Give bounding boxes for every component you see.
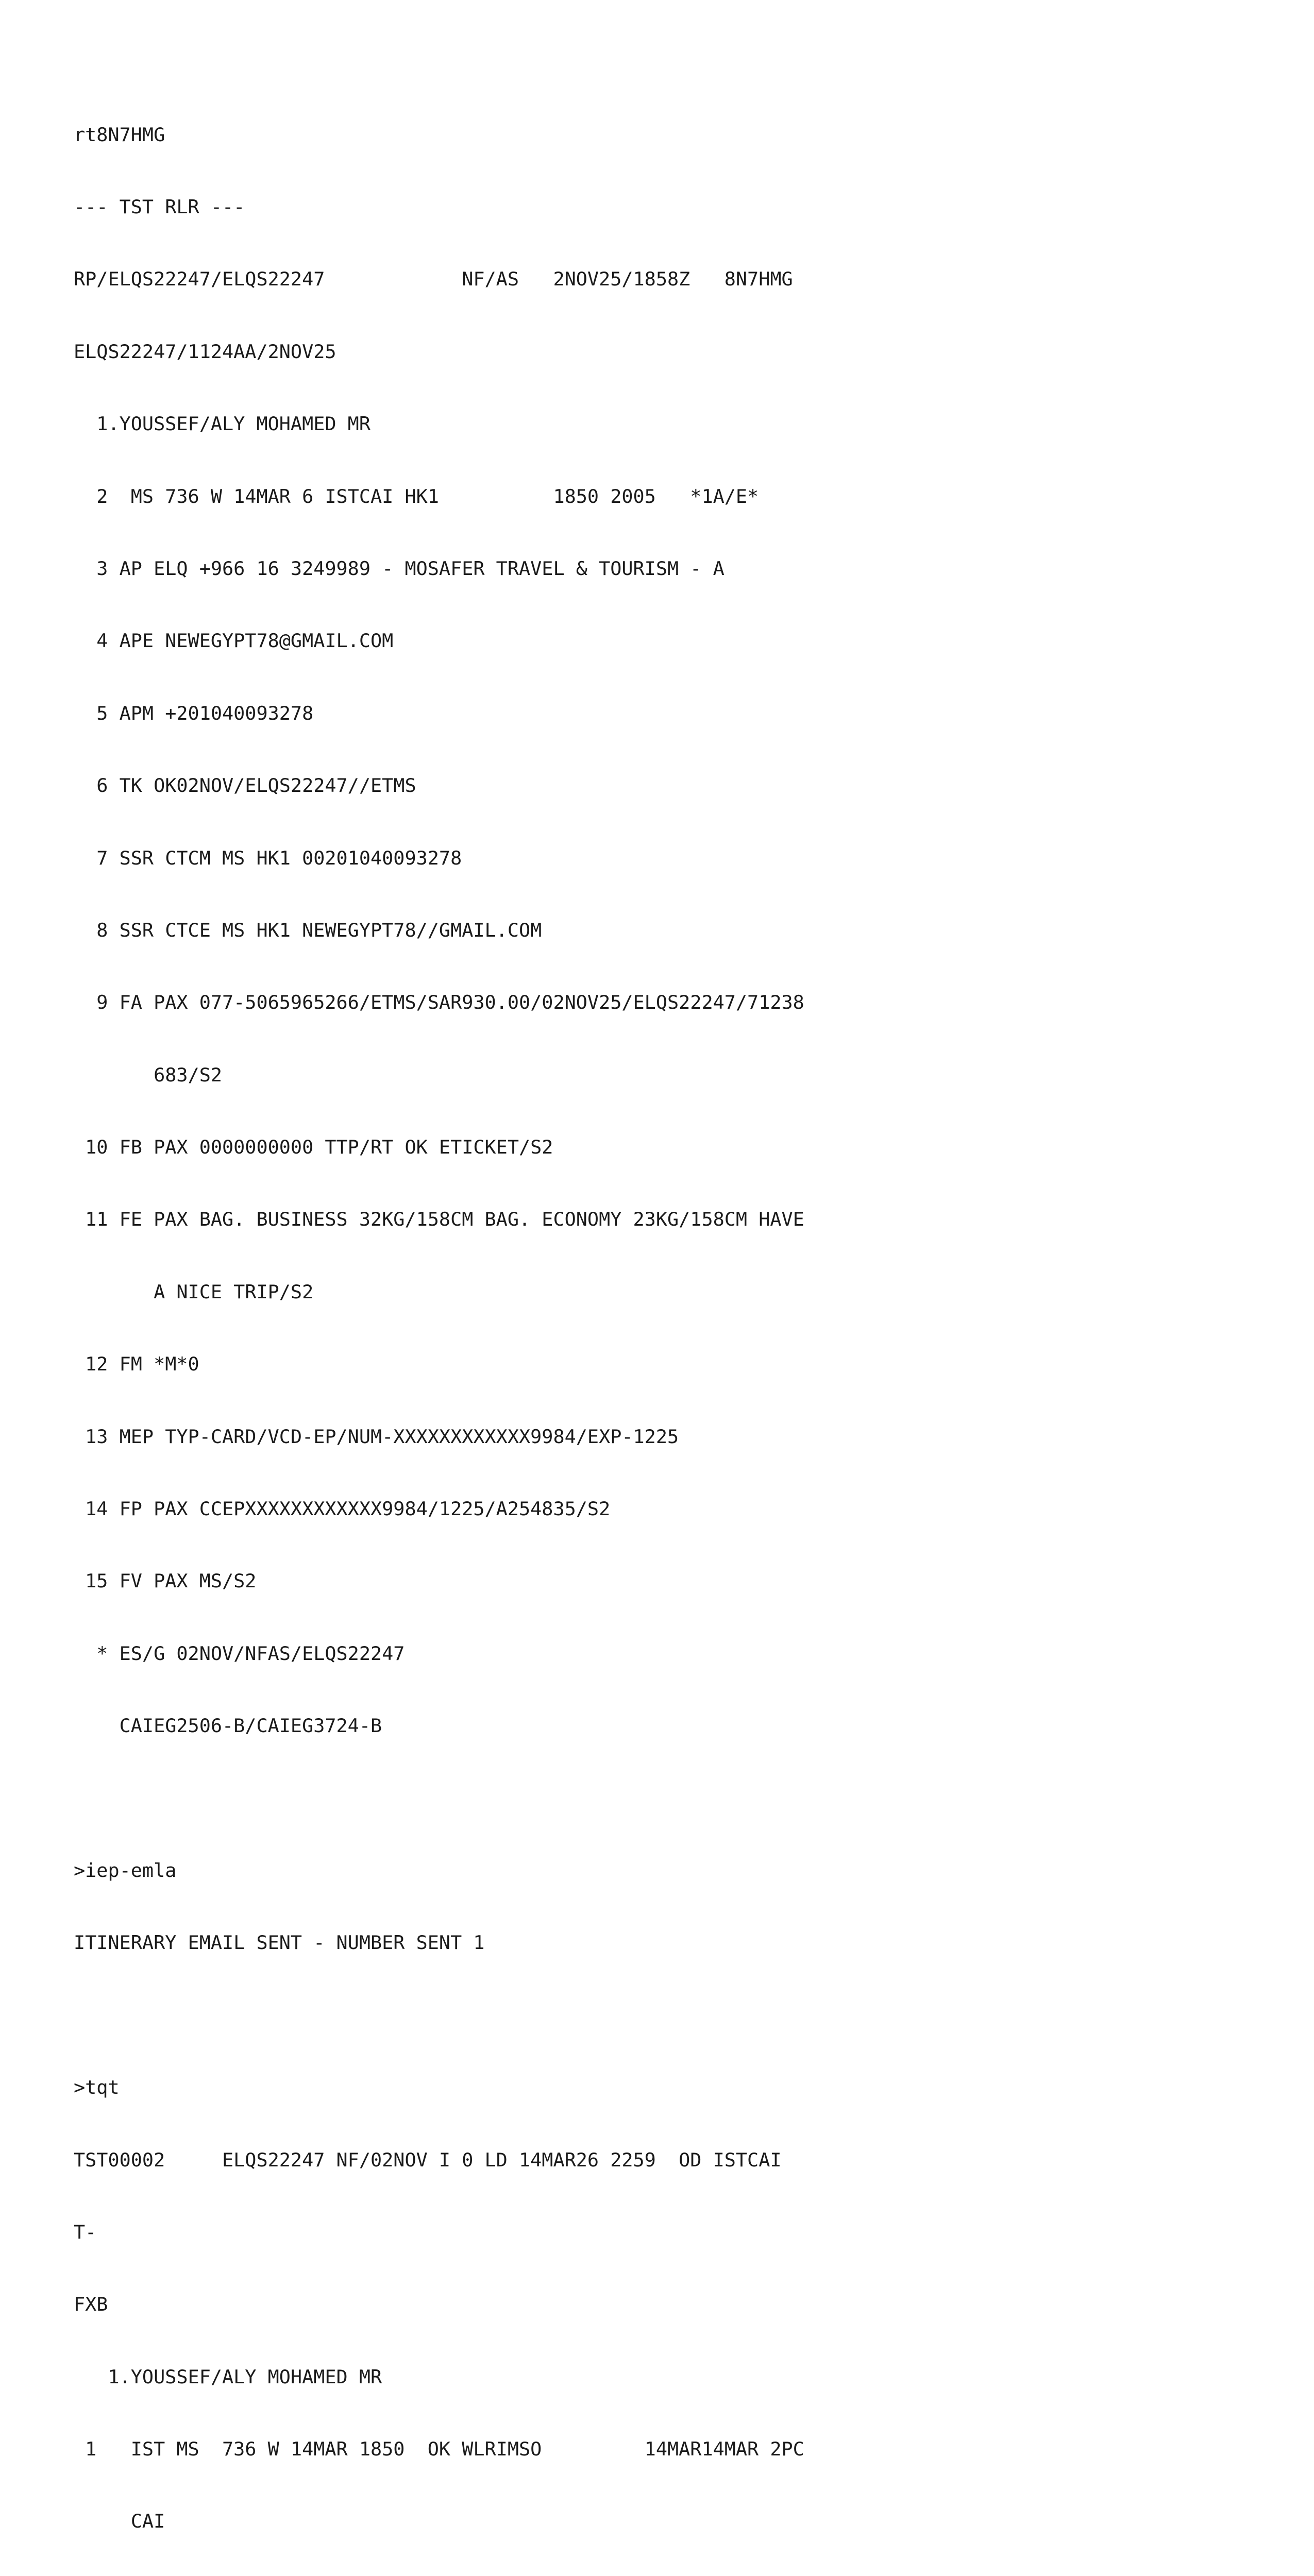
fe-line: 11 FE PAX BAG. BUSINESS 32KG/158CM BAG. ECONOMY 23KG/158CM HAVE [74, 1208, 804, 1231]
ticketing-line: 6 TK OK02NOV/ELQS22247//ETMS [74, 774, 416, 797]
passenger-name-line: 1.YOUSSEF/ALY MOHAMED MR [74, 413, 370, 435]
es-line: * ES/G 02NOV/NFAS/ELQS22247 [74, 1642, 405, 1665]
fe-continuation-line: A NICE TRIP/S2 [74, 1280, 314, 1303]
tst-fxb-line: FXB [74, 2293, 108, 2316]
fp-line: 14 FP PAX CCEPXXXXXXXXXXXX9984/1225/A254835/S2 [74, 1498, 611, 1520]
fm-line: 12 FM *M*0 [74, 1353, 199, 1376]
tst-destination-line: CAI [74, 2510, 165, 2533]
pnr-header-line: RP/ELQS22247/ELQS22247 NF/AS 2NOV25/1858Z 8N7HMG [74, 268, 793, 291]
email-line: 4 APE NEWEGYPT78@GMAIL.COM [74, 630, 394, 652]
fb-line: 10 FB PAX 0000000000 TTP/RT OK ETICKET/S2 [74, 1136, 553, 1159]
tst-passenger-line: 1.YOUSSEF/ALY MOHAMED MR [74, 2365, 382, 2388]
command-line: rt8N7HMG [74, 123, 165, 146]
fa-continuation-line: 683/S2 [74, 1063, 222, 1086]
command-line: >iep-emla [74, 1859, 177, 1882]
fv-line: 15 FV PAX MS/S2 [74, 1570, 257, 1592]
section-header: --- TST RLR --- [74, 195, 245, 218]
es-continuation-line: CAIEG2506-B/CAIEG3724-B [74, 1715, 382, 1737]
terminal-output [74, 75, 1259, 2576]
ssr-ctcm-line: 7 SSR CTCM MS HK1 00201040093278 [74, 846, 462, 869]
tst-header-line: TST00002 ELQS22247 NF/02NOV I 0 LD 14MAR26 2259 OD ISTCAI [74, 2148, 782, 2171]
tst-segment-line: 1 IST MS 736 W 14MAR 1850 OK WLRIMSO 14MAR14MAR 2PC [74, 2438, 804, 2461]
ssr-ctce-line: 8 SSR CTCE MS HK1 NEWEGYPT78//GMAIL.COM [74, 919, 542, 941]
blank-line [74, 2004, 1259, 2028]
agency-phone-line: 3 AP ELQ +966 16 3249989 - MOSAFER TRAVEL & TOURISM - A [74, 557, 725, 580]
mep-line: 13 MEP TYP-CARD/VCD-EP/NUM-XXXXXXXXXXXX9984/EXP-1225 [74, 1425, 679, 1448]
tst-t-line: T- [74, 2221, 97, 2243]
blank-line [74, 1787, 1259, 1811]
command-line: >tqt [74, 2076, 120, 2099]
email-status-line: ITINERARY EMAIL SENT - NUMBER SENT 1 [74, 1931, 485, 1954]
segment-line: 2 MS 736 W 14MAR 6 ISTCAI HK1 1850 2005 *1A/E* [74, 485, 759, 507]
mobile-line: 5 APM +201040093278 [74, 702, 314, 724]
fa-line: 9 FA PAX 077-5065965266/ETMS/SAR930.00/02NOV25/ELQS22247/71238 [74, 991, 804, 1014]
pnr-office-line: ELQS22247/1124AA/2NOV25 [74, 340, 336, 363]
